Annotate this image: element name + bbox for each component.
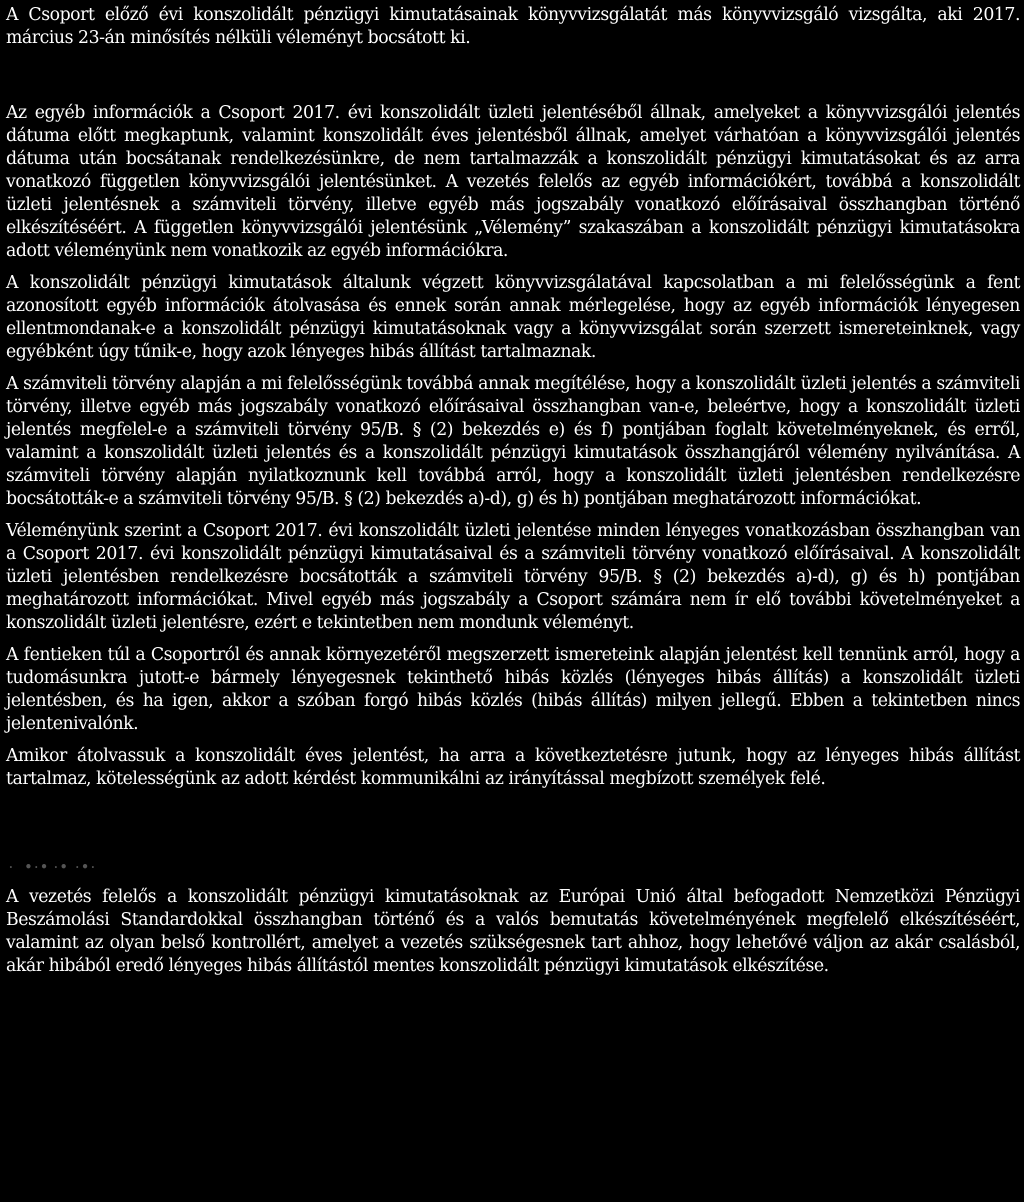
paragraph-auditor-responsibility: A konszolidált pénzügyi kimutatások általunk végzett könyvvizsgálatával kapcsolatban a mi felelősségünk a fent azonosított egyéb információk átolvasása és ennek során annak mérlegelése, hogy az egyéb információk lényegesen ellentmondanak-e a konszolidált pénzügyi kimutatásoknak vagy a könyvvizsgálat során szerzett ismereteinknek, vagy egyébként úgy tűnik-e, hogy azok lényeges hibás állítást tartalmaznak. (6, 273, 1020, 362)
paragraph-knowledge-report: A fentieken túl a Csoportról és annak környezetéről megszerzett ismereteink alapján jelentést kell tennünk arról, hogy a tudomásunkra jutott-e bármely lényegesnek tekinthető hibás közlés (lényeges hibás állítás) a konszolidált üzleti jelentésben, és ha igen, akkor a szóban forgó hibás közlés (hibás állítás) milyen jellegű. Ebben a tekintetben nincs jelentenivalónk. (6, 645, 1020, 734)
section-heading-faded: · •·• ·• ·•· (6, 858, 97, 876)
paragraph-opinion: Véleményünk szerint a Csoport 2017. évi konszolidált üzleti jelentése minden lényeges vonatkozásban összhangban van a Csoport 2017. évi konszolidált pénzügyi kimutatásaival és a számviteli törvény vonatkozó előírásaival. A konszolidált üzleti jelentésben rendelkezésre bocsátották a számviteli törvény 95/B. § (2) bekezdés a)-d), g) és h) pontjában meghatározott információkat. Mivel egyéb más jogszabály a Csoport számára nem ír elő további követelményeket a konszolidált üzleti jelentésre, ezért e tekintetben nem mondunk véleményt. (6, 521, 1020, 633)
paragraph-accounting-act: A számviteli törvény alapján a mi felelősségünk továbbá annak megítélése, hogy a konszolidált üzleti jelentés a számviteli törvény, illetve egyéb más jogszabály vonatkozó előírásaival összhangban van-e, beleértve, hogy a konszolidált üzleti jelentés megfelel-e a számviteli törvény 95/B. § (2) bekezdés e) és f) pontjában foglalt követelményeknek, és erről, valamint a konszolidált üzleti jelentés és a konszolidált pénzügyi kimutatások összhangjáról vélemény nyilvánítása. A számviteli törvény alapján nyilatkoznunk kell továbbá arról, hogy a konszolidált üzleti jelentésben rendelkezésre bocsátották-e a számviteli törvény 95/B. § (2) bekezdés a)-d), g) és h) pontjában meghatározott információkat. (6, 374, 1020, 509)
paragraph-management-responsibility: A vezetés felelős a konszolidált pénzügyi kimutatásoknak az Európai Unió által befogadott Nemzetközi Pénzügyi Beszámolási Standardokkal összhangban történő és a valós bemutatás követelményének megfelelő elkészítéséért, valamint az olyan belső kontrollért, amelyet a vezetés szükségesnek tart ahhoz, hogy lehetővé váljon az akár csalásból, akár hibából eredő lényeges hibás állítástól mentes konszolidált pénzügyi kimutatások elkészítése. (6, 887, 1020, 976)
paragraph-annual-report: Amikor átolvassuk a konszolidált éves jelentést, ha arra a következtetésre jutunk, hogy az lényeges hibás állítást tartalmaz, kötelességünk az adott kérdést kommunikálni az irányítással megbízott személyek felé. (6, 746, 1020, 789)
paragraph-prior-year-audit: A Csoport előző évi konszolidált pénzügyi kimutatásainak könyvvizsgálatát más könyvvizsgáló vizsgálta, aki 2017. március 23-án minősítés nélküli véleményt bocsátott ki. (6, 5, 1020, 48)
document-page (6, 4, 1020, 978)
paragraph-other-information: Az egyéb információk a Csoport 2017. évi konszolidált üzleti jelentéséből állnak, amelyeket a könyvvizsgálói jelentés dátuma előtt megkaptunk, valamint konszolidált éves jelentésből állnak, amelyet várhatóan a könyvvizsgálói jelentés dátuma után bocsátanak rendelkezésünkre, de nem tartalmazzák a konszolidált pénzügyi kimutatásokat és az arra vonatkozó független könyvvizsgálói jelentésünket. A vezetés felelős az egyéb információkért, továbbá a konszolidált üzleti jelentésnek a számviteli törvény, illetve egyéb más jogszabály vonatkozó előírásaival összhangban történő elkészítéséért. A független könyvvizsgálói jelentésünk „Vélemény” szakaszában a konszolidált pénzügyi kimutatásokra adott véleményünk nem vonatkozik az egyéb információkra. (6, 103, 1020, 261)
